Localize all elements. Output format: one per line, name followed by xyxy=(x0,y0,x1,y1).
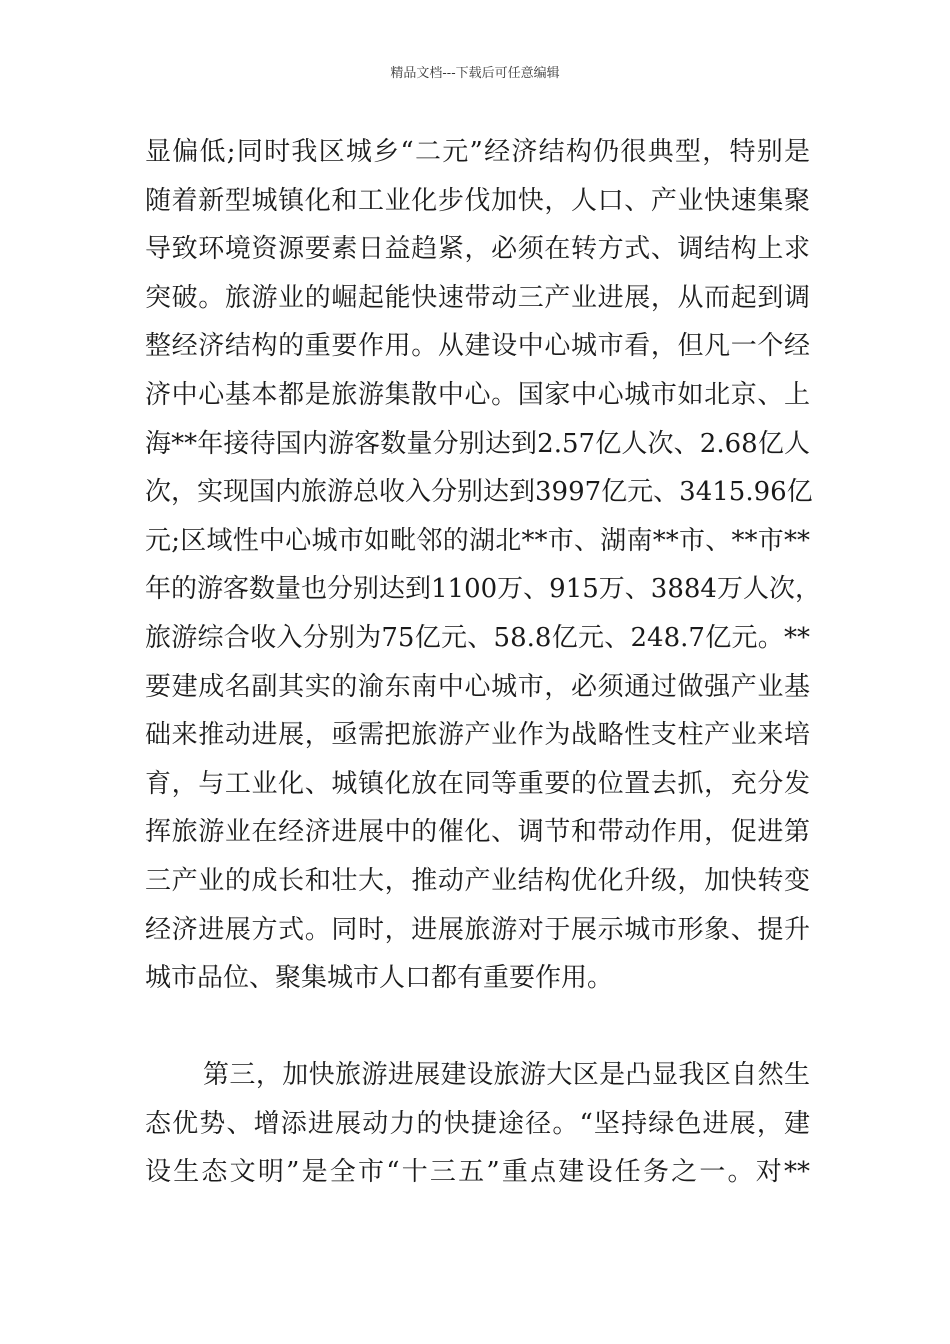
text-line: 础来推动进展，亟需把旅游产业作为战略性支柱产业来培 xyxy=(145,720,810,751)
text-line: 年的游客数量也分别达到1100万、915万、3884万人次， xyxy=(145,574,821,605)
text-line: 要建成名副其实的渝东南中心城市，必须通过做强产业基 xyxy=(145,671,810,702)
text-line: 经济进展方式。同时，进展旅游对于展示城市形象、提升 xyxy=(145,914,810,945)
paragraph xyxy=(145,1051,810,1197)
text-line: 设生态文明”是全市“十三五”重点建设任务之一。对** xyxy=(145,1157,810,1188)
page-header: 精品文档---下载后可任意编辑 xyxy=(390,66,560,81)
text-line: 旅游综合收入分别为75亿元、58.8亿元、248.7亿元。** xyxy=(145,622,810,653)
text-line: 次，实现国内旅游总收入分别达到3997亿元、3415.96亿 xyxy=(145,477,813,508)
text-line: 城市品位、聚集城市人口都有重要作用。 xyxy=(145,963,614,994)
text-line: 挥旅游业在经济进展中的催化、调节和带动作用，促进第 xyxy=(145,817,810,848)
text-line: 态优势、增添进展动力的快捷途径。“坚持绿色进展，建 xyxy=(145,1108,810,1139)
text-line: 元;区域性中心城市如毗邻的湖北**市、湖南**市、**市** xyxy=(145,525,810,556)
text-line: 随着新型城镇化和工业化步伐加快，人口、产业快速集聚 xyxy=(145,185,810,216)
text-line: 突破。旅游业的崛起能快速带动三产业进展，从而起到调 xyxy=(145,282,810,313)
text-line: 三产业的成长和壮大，推动产业结构优化升级，加快转变 xyxy=(145,865,810,896)
text-line: 海**年接待国内游客数量分别达到2.57亿人次、2.68亿人 xyxy=(145,428,810,459)
document-body xyxy=(145,128,821,1197)
paragraph-spacer xyxy=(145,1003,810,1052)
text-line: 整经济结构的重要作用。从建设中心城市看，但凡一个经 xyxy=(145,331,810,362)
text-line: 导致环境资源要素日益趋紧，必须在转方式、调结构上求 xyxy=(145,234,810,265)
paragraph xyxy=(145,128,821,1003)
text-line: 显偏低;同时我区城乡“二元”经济结构仍很典型，特别是 xyxy=(145,137,810,167)
text-line: 济中心基本都是旅游集散中心。国家中心城市如北京、上 xyxy=(145,379,810,410)
text-line: 第三，加快旅游进展建设旅游大区是凸显我区自然生 xyxy=(203,1060,810,1091)
text-line: 育，与工业化、城镇化放在同等重要的位置去抓，充分发 xyxy=(145,768,810,799)
